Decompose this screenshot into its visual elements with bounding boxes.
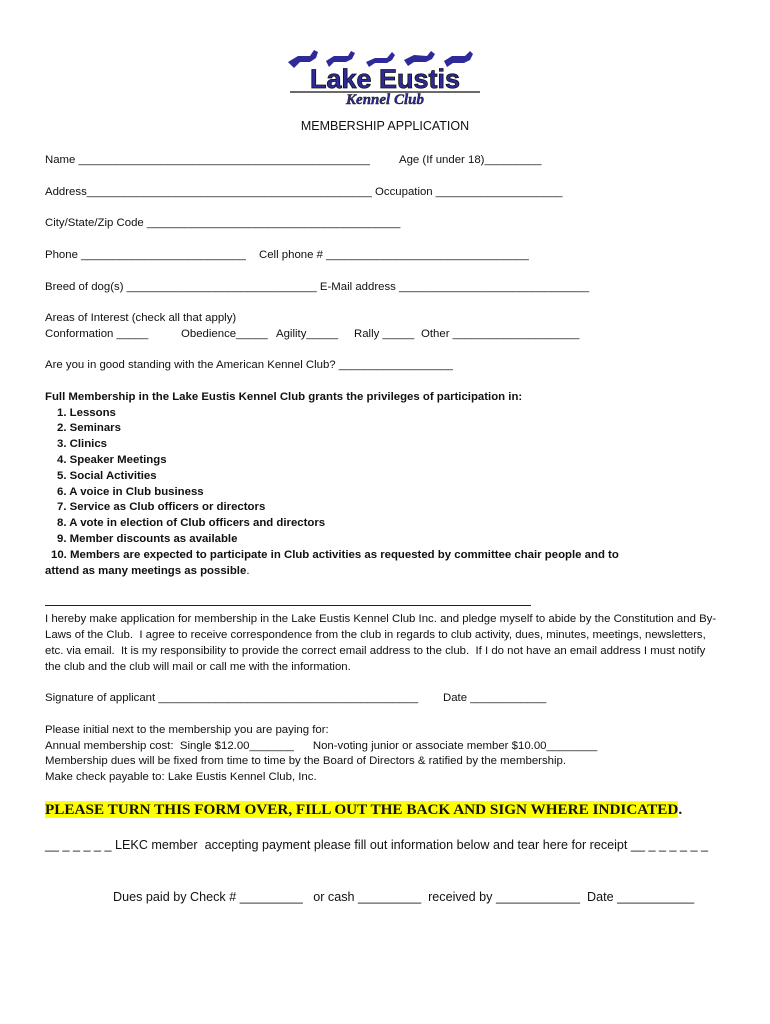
turn-over-banner [45, 801, 682, 819]
pledge-line: the club and the club will mail or call me with the information. [45, 661, 351, 673]
dues-paid-field[interactable]: Dues paid by Check # _________ or cash _________ received by ____________ Date ___________ [113, 890, 695, 904]
obedience-checkbox[interactable]: Obedience_____ [181, 328, 268, 340]
list-item: 7. Service as Club officers or directors [57, 501, 266, 513]
akc-standing-field[interactable]: Are you in good standing with the American Kennel Club? __________________ [45, 359, 453, 371]
check-payable-note: Make check payable to: Lake Eustis Kennel Club, Inc. [45, 771, 317, 783]
pledge-line: etc. via email. It is my responsibility to provide the correct email address to the club. If I do not have an email address I must notify [45, 645, 706, 657]
breed-email-field[interactable]: Breed of dog(s) ______________________________ E-Mail address ______________________________ [45, 281, 590, 293]
list-item: 10. Members are expected to participate in Club activities as requested by committee chair people and to [51, 549, 619, 561]
list-item: 8. A vote in election of Club officers and directors [57, 517, 326, 529]
interest-heading: Areas of Interest (check all that apply) [45, 312, 237, 324]
payment-intro: Please initial next to the membership you are paying for: [45, 724, 329, 736]
agility-checkbox[interactable]: Agility_____ [276, 328, 339, 340]
privileges-continuation [45, 564, 249, 578]
list-item: 6. A voice in Club business [57, 486, 204, 498]
continuation-text: attend as many meetings as possible [45, 565, 247, 577]
list-item: 1. Lessons [57, 407, 116, 419]
club-logo [282, 44, 488, 106]
cell-phone-field[interactable]: Cell phone # ________________________________ [259, 249, 529, 261]
phone-field[interactable]: Phone __________________________ [45, 249, 246, 261]
pledge-line: Laws of the Club. I agree to receive correspondence from the club in regards to club activity, dues, minutes, meetings, newsletters, [45, 629, 706, 641]
pledge-line: I hereby make application for membership in the Lake Eustis Kennel Club Inc. and pledge myself to abide by the Constitution and By- [45, 613, 717, 625]
membership-cost-field[interactable]: Annual membership cost: Single $12.00_______ Non-voting junior or associate member $10.00________ [45, 740, 598, 752]
signature-date-field[interactable]: Date ____________ [443, 692, 547, 704]
list-item: 4. Speaker Meetings [57, 454, 167, 466]
list-item: 3. Clinics [57, 438, 108, 450]
banner-period: . [678, 801, 683, 818]
signature-field[interactable]: Signature of applicant _________________________________________ [45, 692, 419, 704]
address-occupation-field[interactable]: Address_____________________________________________ Occupation ____________________ [45, 186, 563, 198]
list-item: 5. Social Activities [57, 470, 157, 482]
privileges-heading: Full Membership in the Lake Eustis Kennel Club grants the privileges of participation in: [45, 391, 523, 403]
city-state-zip-field[interactable]: City/State/Zip Code ________________________________________ [45, 217, 401, 229]
logo-title: Lake Eustis [309, 64, 461, 94]
name-field[interactable]: Name ______________________________________________ [45, 154, 370, 166]
receipt-tear-line: __ _ _ _ _ _ LEKC member accepting payment please fill out information below and tear here for receipt __ _ _ _ _ _ _ [45, 838, 708, 852]
dues-note: Membership dues will be fixed from time to time by the Board of Directors & ratified by the membership. [45, 755, 567, 767]
list-item: 2. Seminars [57, 422, 121, 434]
banner-text: PLEASE TURN THIS FORM OVER, FILL OUT THE BACK AND SIGN WHERE INDICATED [45, 801, 679, 818]
logo-subtitle: Kennel Club [346, 92, 424, 106]
conformation-checkbox[interactable]: Conformation _____ [45, 328, 149, 340]
dog-silhouettes-icon [282, 44, 488, 106]
divider-line [45, 605, 531, 606]
page-title: MEMBERSHIP APPLICATION [300, 119, 470, 133]
age-field[interactable]: Age (If under 18)_________ [399, 154, 542, 166]
rally-checkbox[interactable]: Rally _____ [354, 328, 415, 340]
other-interest-field[interactable]: Other ____________________ [421, 328, 580, 340]
continuation-period: . [246, 565, 250, 577]
list-item: 9. Member discounts as available [57, 533, 238, 545]
